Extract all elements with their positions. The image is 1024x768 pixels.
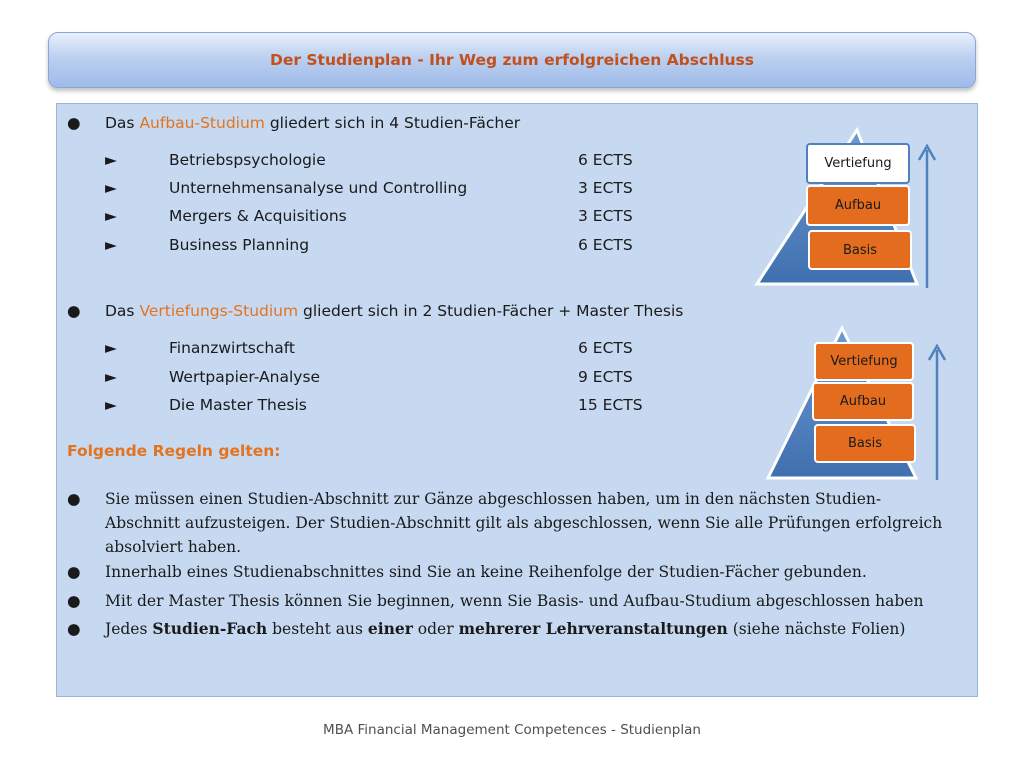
bullet-icon: ● — [67, 302, 81, 320]
arrow-icon: ► — [105, 151, 117, 169]
course-ects: 6 ECTS — [578, 151, 633, 169]
course-name: Die Master Thesis — [169, 396, 307, 414]
arrow-icon: ► — [105, 396, 117, 414]
course-name: Business Planning — [169, 236, 310, 254]
arrow-icon: ► — [105, 236, 117, 254]
course-ects: 3 ECTS — [578, 207, 633, 225]
aufbau-highlight: Aufbau-Studium — [139, 114, 265, 132]
arrow-icon: ► — [105, 207, 117, 225]
course-ects: 15 ECTS — [578, 396, 643, 414]
course-name: Mergers & Acquisitions — [169, 207, 347, 225]
course-ects: 3 ECTS — [578, 179, 633, 197]
course-name: Unternehmensanalyse und Controlling — [169, 179, 468, 197]
rule-text: Sie müssen einen Studien-Abschnitt zur Gänze abgeschlossen haben, um in den nächsten Studien-Abschnitt aufzusteigen. Der Studien-Abschnitt gilt als abgeschlossen, wenn Sie alle Prüfungen erfolgreich absolviert haben. — [105, 490, 943, 556]
bullet-icon: ● — [67, 620, 81, 638]
rule-text: Mit der Master Thesis können Sie beginnen, wenn Sie Basis- und Aufbau-Studium abgeschlossen haben — [105, 592, 924, 610]
bullet-icon: ● — [67, 114, 81, 132]
course-ects: 6 ECTS — [578, 339, 633, 357]
vertiefung-intro-text: Das Vertiefungs-Studium gliedert sich in 2 Studien-Fächer + Master Thesis — [105, 302, 684, 320]
bullet-icon: ● — [67, 592, 81, 610]
pyramid-top-level-aufbau: Aufbau — [806, 185, 910, 226]
bullet-icon: ● — [67, 563, 81, 581]
aufbau-intro-text: Das Aufbau-Studium gliedert sich in 4 Studien-Fächer — [105, 114, 521, 132]
course-name: Betriebspsychologie — [169, 151, 326, 169]
footer-text: MBA Financial Management Competences - Studienplan — [323, 722, 701, 738]
arrow-icon: ► — [105, 368, 117, 386]
course-name: Finanzwirtschaft — [169, 339, 295, 357]
pyramid-bottom-level-aufbau: Aufbau — [812, 382, 914, 421]
pyramid-top-level-vertiefung: Vertiefung — [806, 143, 910, 184]
rules-heading: Folgende Regeln gelten: — [67, 442, 281, 460]
rule-text: Jedes Studien-Fach besteht aus einer oder mehrerer Lehrveranstaltungen (siehe nächste Folien) — [105, 619, 906, 638]
pyramid-bottom-level-vertiefung: Vertiefung — [814, 342, 914, 381]
vertiefung-highlight: Vertiefungs-Studium — [139, 302, 299, 320]
arrow-icon: ► — [105, 179, 117, 197]
pyramid-bottom-level-basis: Basis — [814, 424, 916, 463]
course-name: Wertpapier-Analyse — [169, 368, 321, 386]
course-ects: 9 ECTS — [578, 368, 633, 386]
arrow-icon: ► — [105, 339, 117, 357]
bullet-icon: ● — [67, 490, 81, 508]
pyramid-top-level-basis: Basis — [808, 230, 912, 270]
slide-title: Der Studienplan - Ihr Weg zum erfolgreichen Abschluss — [269, 51, 755, 69]
rule-text: Innerhalb eines Studienabschnittes sind Sie an keine Reihenfolge der Studien-Fächer gebunden. — [105, 563, 867, 581]
course-ects: 6 ECTS — [578, 236, 633, 254]
